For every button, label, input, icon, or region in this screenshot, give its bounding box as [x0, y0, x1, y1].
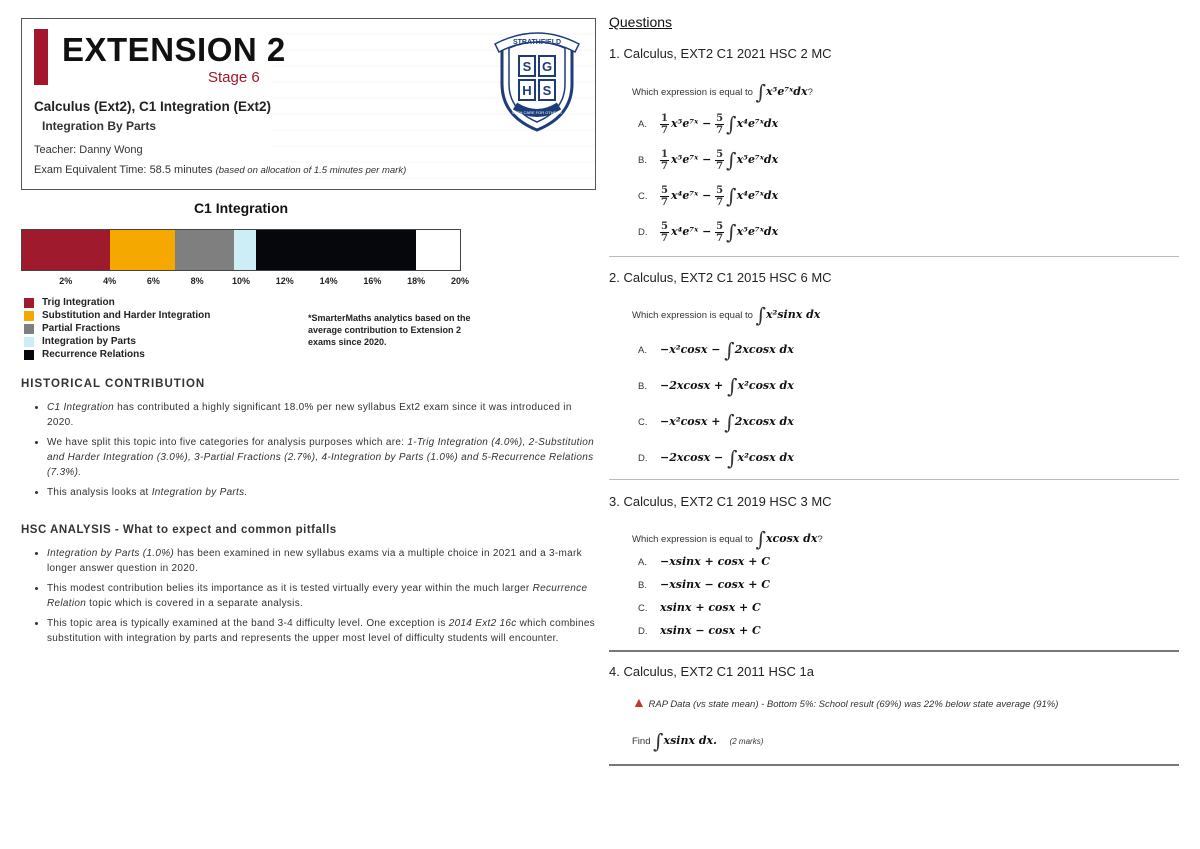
bar-segment-partial-fractions — [175, 230, 234, 270]
page-title: EXTENSION 2 — [62, 31, 286, 68]
integral-icon: ∫ — [755, 303, 766, 327]
x-tick-label: 10% — [231, 276, 250, 286]
prompt-suffix: ? — [807, 87, 813, 98]
x-tick-label: 18% — [407, 276, 426, 286]
numerator: 1 — [661, 148, 668, 160]
option-c — [638, 184, 778, 208]
list-item — [47, 485, 596, 500]
fraction — [660, 185, 669, 208]
option-integrand: x⁴e⁷ˣdx — [736, 117, 779, 130]
option-expression: x⁵e⁷ˣ − — [670, 153, 716, 166]
legend-swatch — [24, 298, 34, 308]
crest-letter: S — [542, 83, 552, 98]
integrand: x²sinx dx — [765, 308, 821, 321]
text: This analysis looks at — [47, 487, 152, 498]
option-label: B. — [638, 155, 647, 166]
option-label: A. — [638, 557, 647, 568]
topic-subtitle: Calculus (Ext2), C1 Integration (Ext2) — [34, 99, 272, 114]
x-tick-label: 20% — [450, 276, 469, 286]
separator — [609, 479, 1179, 480]
question-3-title: 3. Calculus, EXT2 C1 2019 HSC 3 MC — [609, 494, 832, 509]
historical-section — [21, 378, 596, 505]
question-2-prompt — [632, 303, 820, 327]
option-label: A. — [638, 345, 647, 356]
option-label: D. — [638, 453, 648, 464]
questions-heading: Questions — [609, 14, 673, 30]
integrand: xcosx dx — [765, 532, 818, 545]
option-expression: −xsinx + cosx + C — [660, 555, 770, 568]
option-expression: xsinx − cosx + C — [660, 624, 761, 637]
question-4-prompt — [632, 729, 763, 753]
prompt-text: Which expression is equal to — [632, 310, 753, 321]
teacher-line — [34, 144, 143, 156]
legend-swatch — [24, 350, 34, 360]
option-label: B. — [638, 580, 647, 591]
numerator: 5 — [661, 184, 668, 196]
hsc-heading-bold: HSC ANALYSIS — [21, 524, 112, 536]
text: We have split this topic into five categories for analysis purposes which are: — [47, 437, 408, 448]
bar-segment-recurrence-relations — [256, 230, 416, 270]
list-item — [47, 581, 596, 611]
option-label: B. — [638, 381, 647, 392]
chart-legend — [24, 296, 210, 361]
fraction — [715, 149, 724, 172]
option-d — [638, 220, 778, 244]
integral-icon: ∫ — [726, 148, 737, 172]
integral-icon: ∫ — [727, 374, 738, 398]
question-1-prompt — [632, 80, 813, 104]
chart-footnote: *SmarterMaths analytics based on the average contribution to Extension 2 exams since 2020. — [308, 313, 471, 347]
rap-data-note — [632, 694, 1058, 710]
marks-label: (2 marks) — [729, 737, 764, 746]
option-label: D. — [638, 626, 648, 637]
prompt-suffix: ? — [817, 534, 823, 545]
fraction — [715, 221, 724, 244]
denominator: 7 — [716, 196, 724, 208]
chart-title: C1 Integration — [193, 200, 289, 216]
exam-time-label: Exam Equivalent Time: — [34, 164, 147, 176]
list-item — [47, 435, 596, 480]
emphasis: 2014 Ext2 16c — [448, 618, 517, 629]
option-a — [638, 338, 794, 362]
school-crest-logo — [487, 24, 587, 134]
x-tick-label: 16% — [363, 276, 382, 286]
list-item — [47, 616, 596, 646]
fraction — [660, 113, 669, 136]
hsc-heading — [21, 524, 596, 536]
integrand: x⁵e⁷ˣdx — [765, 85, 808, 98]
x-tick-label: 14% — [319, 276, 338, 286]
question-4-title: 4. Calculus, EXT2 C1 2011 HSC 1a — [609, 664, 814, 679]
integral-icon: ∫ — [653, 729, 664, 753]
denominator: 7 — [716, 232, 724, 244]
bar-segment-integration-by-parts — [234, 230, 256, 270]
option-b — [638, 578, 770, 591]
fraction — [660, 149, 669, 172]
text: has contributed a highly significant 18.0% per new syllabus Ext2 exam since it was introduced in 2020. — [47, 402, 572, 428]
integral-icon: ∫ — [755, 527, 766, 551]
emphasis: Integration by Parts. — [151, 487, 248, 498]
option-c — [638, 410, 794, 434]
denominator: 7 — [661, 232, 668, 244]
hsc-heading-rest: - What to expect and common pitfalls — [111, 524, 337, 536]
legend-swatch — [24, 311, 34, 321]
stacked-bar-chart — [21, 229, 461, 271]
separator — [609, 764, 1179, 766]
historical-heading: HISTORICAL CONTRIBUTION — [21, 378, 206, 390]
option-label: C. — [638, 191, 648, 202]
crest-top-text: STRATHFIELD — [512, 39, 562, 46]
crest-letter: G — [541, 59, 553, 74]
text: has been examined in new syllabus exams via a multiple choice in 2021 and a 3-mark longer answer question in 2020. — [47, 548, 582, 574]
legend-item — [24, 335, 210, 348]
prompt-text: Which expression is equal to — [632, 534, 753, 545]
integral-icon: ∫ — [724, 410, 735, 434]
option-integrand: x⁵e⁷ˣdx — [736, 225, 779, 238]
fraction — [715, 113, 724, 136]
rap-text: RAP Data (vs state mean) - Bottom 5%: School result (69%) was 22% below state average (91%) — [648, 699, 1059, 710]
numerator: 5 — [716, 148, 724, 160]
teacher-label: Teacher: — [34, 144, 77, 156]
denominator: 7 — [661, 160, 668, 172]
warning-icon: ▲ — [632, 694, 646, 710]
numerator: 5 — [661, 220, 668, 232]
option-label: A. — [638, 119, 647, 130]
subtopic-label: Integration By Parts — [42, 119, 157, 133]
exam-time-line — [34, 164, 406, 176]
option-expression: −x²cosx + — [660, 415, 725, 428]
legend-item — [24, 348, 210, 361]
denominator: 7 — [661, 124, 668, 136]
exam-time-value: 58.5 minutes — [149, 164, 213, 176]
legend-swatch — [24, 337, 34, 347]
option-integrand: x²cosx dx — [737, 379, 794, 392]
list-item — [47, 400, 596, 430]
legend-item — [24, 296, 210, 309]
integral-icon: ∫ — [726, 220, 737, 244]
x-tick-label: 8% — [190, 276, 204, 286]
teacher-name: Danny Wong — [79, 144, 143, 156]
denominator: 7 — [661, 196, 668, 208]
option-expression: −x²cosx − — [660, 343, 725, 356]
option-integrand: 2xcosx dx — [734, 343, 794, 356]
header-card — [21, 18, 596, 190]
prompt-text: Which expression is equal to — [632, 87, 753, 98]
legend-label: Partial Fractions — [42, 323, 121, 334]
question-1-title: 1. Calculus, EXT2 C1 2021 HSC 2 MC — [609, 46, 832, 61]
x-tick-label: 4% — [103, 276, 117, 286]
option-expression: −xsinx − cosx + C — [660, 578, 770, 591]
legend-label: Integration by Parts — [42, 336, 136, 347]
bar-segment-trig-integration — [22, 230, 110, 270]
crest-motto: WITH CARE FOR OTHERS — [512, 110, 562, 115]
emphasis: Integration by Parts (1.0%) — [47, 548, 175, 559]
legend-label: Recurrence Relations — [42, 349, 145, 360]
find-text: Find — [632, 736, 651, 747]
denominator: 7 — [716, 160, 724, 172]
historical-list — [21, 400, 596, 500]
option-integrand: 2xcosx dx — [734, 415, 794, 428]
separator — [609, 650, 1179, 652]
option-integrand: x⁴e⁷ˣdx — [736, 189, 779, 202]
option-label: C. — [638, 603, 648, 614]
option-expression: x⁴e⁷ˣ − — [670, 225, 716, 238]
hsc-analysis-section — [21, 524, 596, 651]
integral-icon: ∫ — [726, 112, 737, 136]
question-2-title: 2. Calculus, EXT2 C1 2015 HSC 6 MC — [609, 270, 832, 285]
emphasis: 1-Trig Integration (4.0%), 2-Substitution and Harder Integration (3.0%), 3-Partial Fractions (2.7%), 4-Integration by Parts (1.0%) and 5-Recurrence Relations (7.3%). — [47, 437, 594, 478]
bar-segment-substitution-and-harder-integration — [110, 230, 176, 270]
option-expression: x⁴e⁷ˣ − — [670, 189, 716, 202]
option-d — [638, 446, 794, 470]
separator — [609, 256, 1179, 257]
legend-swatch — [24, 324, 34, 334]
fraction — [715, 185, 724, 208]
option-integrand: x⁵e⁷ˣdx — [736, 153, 779, 166]
option-expression: −2xcosx + — [660, 379, 728, 392]
option-label: D. — [638, 227, 648, 238]
exam-time-note: (based on allocation of 1.5 minutes per mark) — [215, 165, 407, 176]
option-c — [638, 601, 761, 614]
option-integrand: x²cosx dx — [737, 451, 794, 464]
x-tick-label: 6% — [146, 276, 160, 286]
crest-letter: S — [522, 59, 532, 74]
question-3-prompt — [632, 527, 823, 551]
option-b — [638, 374, 794, 398]
option-expression: xsinx + cosx + C — [660, 601, 761, 614]
integral-icon: ∫ — [724, 338, 735, 362]
integrand: xsinx dx. — [663, 734, 717, 747]
x-tick-label: 12% — [275, 276, 294, 286]
numerator: 5 — [716, 112, 724, 124]
text: which combines substitution with integration by parts and represents the upper most level of difficulty students will encounter. — [47, 618, 595, 644]
crest-letter: H — [522, 83, 532, 98]
emphasis: C1 Integration — [47, 402, 115, 413]
option-d — [638, 624, 761, 637]
x-tick-label: 2% — [59, 276, 73, 286]
text: This modest contribution belies its importance as it is tested virtually every year within the much larger — [47, 583, 533, 594]
text: topic which is covered in a separate analysis. — [86, 598, 304, 609]
hsc-list — [21, 546, 596, 646]
text: This topic area is typically examined at the band 3-4 difficulty level. One exception is — [47, 618, 449, 629]
denominator: 7 — [716, 124, 724, 136]
integral-icon: ∫ — [755, 80, 766, 104]
fraction — [660, 221, 669, 244]
numerator: 5 — [716, 220, 724, 232]
option-label: C. — [638, 417, 648, 428]
list-item — [47, 546, 596, 576]
option-expression: −2xcosx − — [660, 451, 728, 464]
option-a — [638, 112, 778, 136]
option-expression: x⁵e⁷ˣ − — [670, 117, 716, 130]
legend-item — [24, 309, 210, 322]
accent-bar — [34, 29, 48, 85]
numerator: 1 — [661, 112, 668, 124]
option-a — [638, 555, 770, 568]
option-b — [638, 148, 778, 172]
numerator: 5 — [716, 184, 724, 196]
emphasis: Recurrence Relation — [47, 583, 588, 609]
legend-label: Substitution and Harder Integration — [42, 310, 211, 321]
legend-item — [24, 322, 210, 335]
integral-icon: ∫ — [727, 446, 738, 470]
stage-label: Stage 6 — [208, 69, 260, 86]
legend-label: Trig Integration — [42, 297, 115, 308]
integral-icon: ∫ — [726, 184, 737, 208]
